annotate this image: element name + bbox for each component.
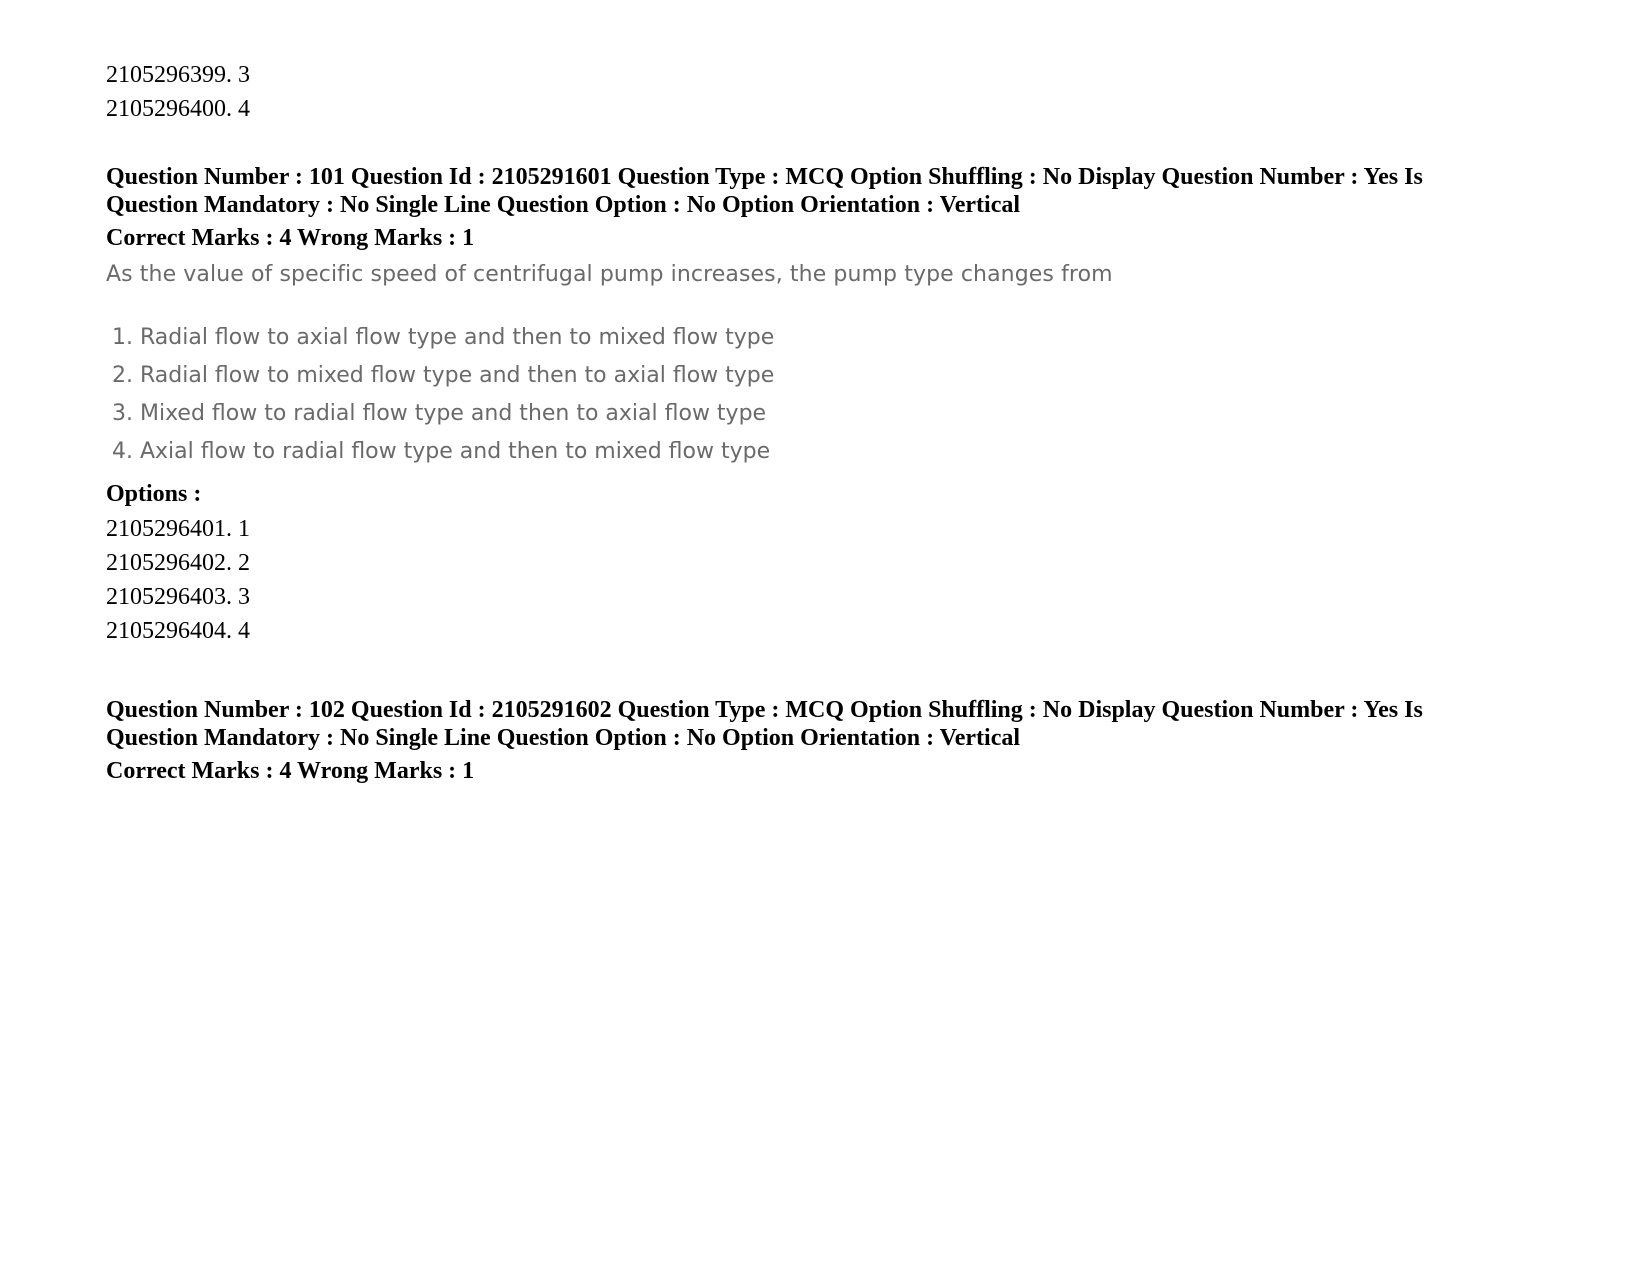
option-line: 2105296400. 4: [106, 96, 250, 122]
question-102-meta: [106, 696, 1576, 752]
choice-item: 2. Radial flow to mixed flow type and then to axial flow type: [112, 363, 775, 388]
question-101-options: [106, 512, 250, 648]
previous-options: [106, 58, 250, 126]
question-text: As the value of specific speed of centrifugal pump increases, the pump type changes from: [106, 262, 1113, 287]
question-meta-line: Question Mandatory : No Single Line Question Option : No Option Orientation : Vertical: [106, 192, 1021, 218]
question-meta-line: Question Number : 101 Question Id : 2105291601 Question Type : MCQ Option Shuffling : No Display Question Number : Yes Is: [106, 164, 1423, 190]
question-101-meta: [106, 163, 1576, 219]
question-101-image: [106, 260, 1113, 471]
question-meta-line: Question Number : 102 Question Id : 2105291602 Question Type : MCQ Option Shuffling : No Display Question Number : Yes Is: [106, 697, 1423, 723]
choice-item: 3. Mixed flow to radial flow type and then to axial flow type: [112, 401, 767, 426]
option-line: 2105296403. 3: [106, 584, 250, 610]
option-line: 2105296399. 3: [106, 62, 250, 88]
options-label: Options :: [106, 481, 202, 507]
question-101-marks: Correct Marks : 4 Wrong Marks : 1: [106, 225, 475, 251]
question-meta-line: Question Mandatory : No Single Line Question Option : No Option Orientation : Vertical: [106, 725, 1021, 751]
option-line: 2105296401. 1: [106, 516, 250, 542]
choice-item: 4. Axial flow to radial flow type and then to mixed flow type: [112, 439, 771, 464]
option-line: 2105296404. 4: [106, 618, 250, 644]
question-102-marks: Correct Marks : 4 Wrong Marks : 1: [106, 758, 475, 784]
choice-list: [106, 319, 1113, 471]
option-line: 2105296402. 2: [106, 550, 250, 576]
choice-item: 1. Radial flow to axial flow type and then to mixed flow type: [112, 325, 775, 350]
